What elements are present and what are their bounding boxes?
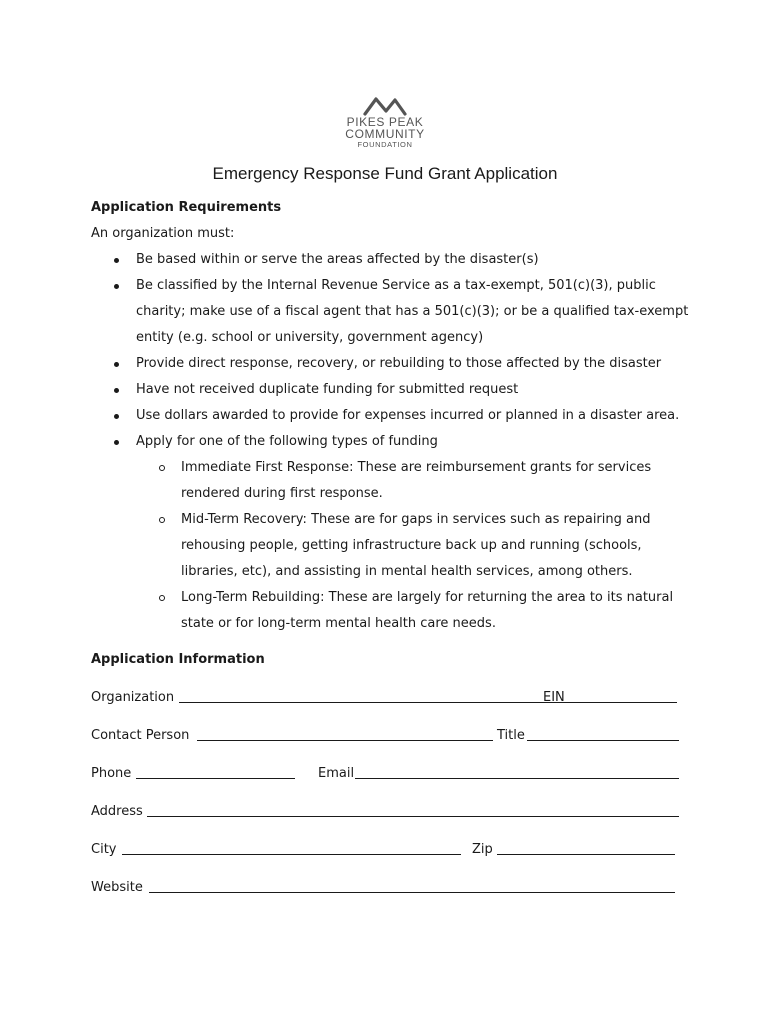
email-label: Email xyxy=(318,766,355,781)
list-item-line: Have not received duplicate funding for submitted request xyxy=(136,382,519,397)
list-item-line: charity; make use of a fiscal agent that has a 501(c)(3); or be a qualified tax-exempt xyxy=(136,304,689,319)
city-field[interactable] xyxy=(122,854,461,855)
title-label: Title xyxy=(497,728,525,743)
website-field[interactable] xyxy=(149,892,675,893)
foundation-logo xyxy=(330,94,440,149)
circle-bullet-icon xyxy=(159,517,165,523)
list-item xyxy=(91,403,691,429)
sub-list-item-line: libraries, etc), and assisting in mental health services, among others. xyxy=(181,564,633,579)
list-item xyxy=(91,351,691,377)
contact-person-field[interactable] xyxy=(197,740,493,741)
phone-label: Phone xyxy=(91,766,132,781)
bullet-icon xyxy=(114,388,119,393)
ein-field[interactable] xyxy=(569,702,677,703)
address-label: Address xyxy=(91,804,143,819)
zip-label: Zip xyxy=(472,842,493,857)
form-row-organization xyxy=(91,688,681,708)
website-label: Website xyxy=(91,880,143,895)
sub-list-item xyxy=(136,455,691,507)
requirements-heading: Application Requirements xyxy=(91,200,282,215)
page-title: Emergency Response Fund Grant Application xyxy=(212,164,558,183)
funding-types-list xyxy=(136,455,691,637)
form-row-address xyxy=(91,802,681,822)
ein-label: EIN xyxy=(543,690,565,705)
bullet-icon xyxy=(114,258,119,263)
city-label: City xyxy=(91,842,117,857)
sub-list-item-line: Long-Term Rebuilding: These are largely for returning the area to its natural xyxy=(181,590,674,605)
sub-list-item-line: Immediate First Response: These are reimbursement grants for services xyxy=(181,460,652,475)
circle-bullet-icon xyxy=(159,595,165,601)
bullet-icon xyxy=(114,414,119,419)
requirements-intro: An organization must: xyxy=(91,226,235,241)
list-item-line: Use dollars awarded to provide for expenses incurred or planned in a disaster area. xyxy=(136,408,680,423)
list-item-line: Be classified by the Internal Revenue Service as a tax-exempt, 501(c)(3), public xyxy=(136,278,656,293)
phone-field[interactable] xyxy=(136,778,295,779)
form-row-phone-email xyxy=(91,764,681,784)
title-field[interactable] xyxy=(527,740,679,741)
form-row-contact xyxy=(91,726,681,746)
circle-bullet-icon xyxy=(159,465,165,471)
requirements-section xyxy=(91,195,691,637)
sub-list-item-line: rehousing people, getting infrastructure back up and running (schools, xyxy=(181,538,642,553)
bullet-icon xyxy=(114,440,119,445)
organization-label: Organization xyxy=(91,690,175,705)
form-row-website xyxy=(91,878,681,898)
bullet-icon xyxy=(114,284,119,289)
contact-person-label: Contact Person xyxy=(91,728,190,743)
logo-line-3: FOUNDATION xyxy=(357,140,413,149)
mountain-peaks-icon xyxy=(362,94,408,116)
list-item-line: Be based within or serve the areas affected by the disaster(s) xyxy=(136,252,539,267)
list-item xyxy=(91,273,691,351)
address-field[interactable] xyxy=(147,816,679,817)
bullet-icon xyxy=(114,362,119,367)
list-item-line: Apply for one of the following types of funding xyxy=(136,434,438,449)
form-row-city-zip xyxy=(91,840,681,860)
sub-list-item-line: Mid-Term Recovery: These are for gaps in services such as repairing and xyxy=(181,512,651,527)
sub-list-item xyxy=(136,507,691,585)
list-item-line: entity (e.g. school or university, government agency) xyxy=(136,330,484,345)
requirements-list xyxy=(91,247,691,637)
email-field[interactable] xyxy=(355,778,679,779)
list-item-line: Provide direct response, recovery, or rebuilding to those affected by the disaster xyxy=(136,356,662,371)
list-item xyxy=(91,247,691,273)
information-heading: Application Information xyxy=(91,652,265,667)
logo-line-2: COMMUNITY xyxy=(345,127,425,141)
sub-list-item xyxy=(136,585,691,637)
list-item xyxy=(91,429,691,637)
logo-line-1: PIKES PEAK xyxy=(346,115,424,129)
sub-list-item-line: rendered during first response. xyxy=(181,486,383,501)
list-item xyxy=(91,377,691,403)
zip-field[interactable] xyxy=(497,854,675,855)
sub-list-item-line: state or for long-term mental health care needs. xyxy=(181,616,496,631)
